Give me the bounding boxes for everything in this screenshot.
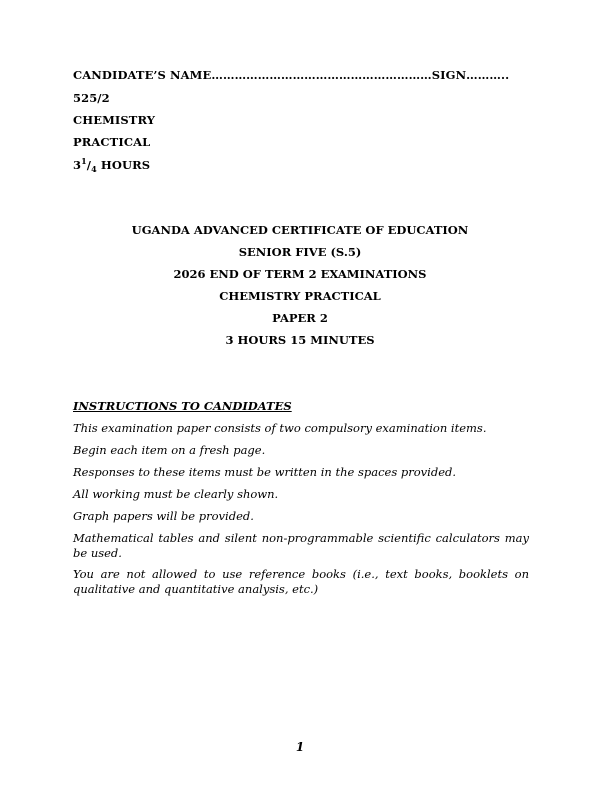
instruction-item: Responses to these items must be written in the spaces provided. — [73, 465, 457, 479]
subject-name: CHEMISTRY — [73, 113, 156, 127]
title-line-certificate: UGANDA ADVANCED CERTIFICATE OF EDUCATION — [131, 223, 469, 237]
instruction-item: Mathematical tables and silent non-programmable scientific calculators may be used. — [73, 531, 529, 560]
title-line-paper: PAPER 2 — [272, 311, 328, 325]
page-number: 1 — [295, 740, 305, 754]
duration-unit: HOURS — [96, 157, 151, 172]
instruction-item: All working must be clearly shown. — [73, 487, 279, 501]
title-line-exam-session: 2026 END OF TERM 2 EXAMINATIONS — [173, 267, 427, 281]
duration-fraction-numerator: 1 — [81, 156, 87, 166]
paper-code: 525/2 — [73, 91, 110, 105]
candidate-name-sign-line: CANDIDATE’S NAME…………………………………………………SIGN……….. — [73, 68, 510, 82]
duration: $3^1/_4$ HOURS — [73, 156, 151, 175]
duration-number: 3 — [73, 157, 82, 172]
instructions-heading: INSTRUCTIONS TO CANDIDATES — [73, 399, 292, 413]
paper-type: PRACTICAL — [73, 135, 151, 149]
title-line-duration: 3 HOURS 15 MINUTES — [225, 333, 375, 347]
duration-fraction-denominator: 4 — [91, 164, 97, 175]
instruction-item: This examination paper consists of two compulsory examination items. — [73, 421, 487, 435]
title-line-subject: CHEMISTRY PRACTICAL — [219, 289, 381, 303]
instruction-item: You are not allowed to use reference books (i.e., text books, booklets on qualitative and quantitative analysis, etc.) — [73, 567, 529, 596]
title-line-class: SENIOR FIVE (S.5) — [238, 245, 362, 259]
instruction-item: Begin each item on a fresh page. — [73, 443, 266, 457]
instruction-item: Graph papers will be provided. — [73, 509, 254, 523]
